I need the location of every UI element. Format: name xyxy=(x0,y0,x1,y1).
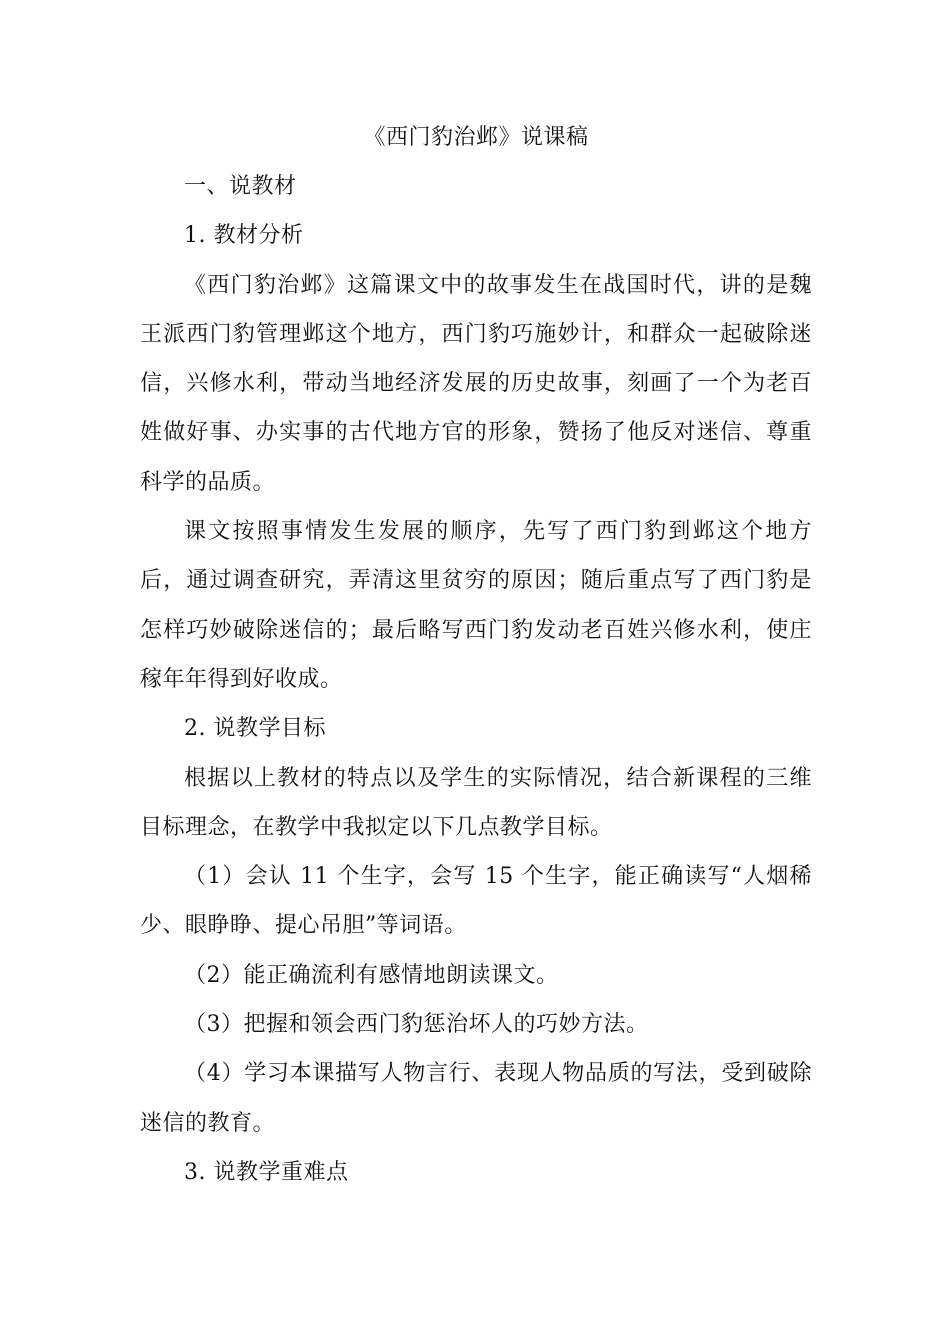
goal-item-2: （2）能正确流利有感情地朗读课文。 xyxy=(184,962,559,988)
paragraph-story-summary: 《西门豹治邺》这篇课文中的故事发生在战国时代，讲的是魏王派西门豹管理邺这个地方，西门豹巧施妙计，和群众一起破除迷信，兴修水利，带动当地经济发展的历史故事，刻画了一个为老百姓做好事、办实事的古代地方官的形象，赞扬了他反对迷信、尊重科学的品质。 xyxy=(140,272,812,495)
document-title: 《西门豹治邺》说课稿 xyxy=(363,125,589,150)
paragraph-text-structure: 课文按照事情发生发展的顺序，先写了西门豹到邺这个地方后，通过调查研究，弄清这里贫穷的原因；随后重点写了西门豹是怎样巧妙破除迷信的；最后略写西门豹发动老百姓兴修水利，使庄稼年年得到好收成。 xyxy=(140,519,812,692)
goal-item-1: （1）会认 11 个生字，会写 15 个生字，能正确读写“人烟稀少、眼睁睁、提心吊胆”等词语。 xyxy=(140,864,812,939)
paragraph-goals-intro: 根据以上教材的特点以及学生的实际情况，结合新课程的三维目标理念，在教学中我拟定以下几点教学目标。 xyxy=(140,765,812,840)
subheading-textbook-analysis: 1. 教材分析 xyxy=(184,223,304,249)
section-heading-textbook: 一、说教材 xyxy=(184,174,297,199)
goal-item-3: （3）把握和领会西门豹惩治坏人的巧妙方法。 xyxy=(184,1012,649,1038)
goal-item-4: （4）学习本课描写人物言行、表现人物品质的写法，受到破除迷信的教育。 xyxy=(140,1061,812,1136)
document-body xyxy=(140,113,812,1197)
subheading-teaching-goals: 2. 说教学目标 xyxy=(184,716,326,742)
subheading-key-difficulties: 3. 说教学重难点 xyxy=(184,1159,349,1185)
